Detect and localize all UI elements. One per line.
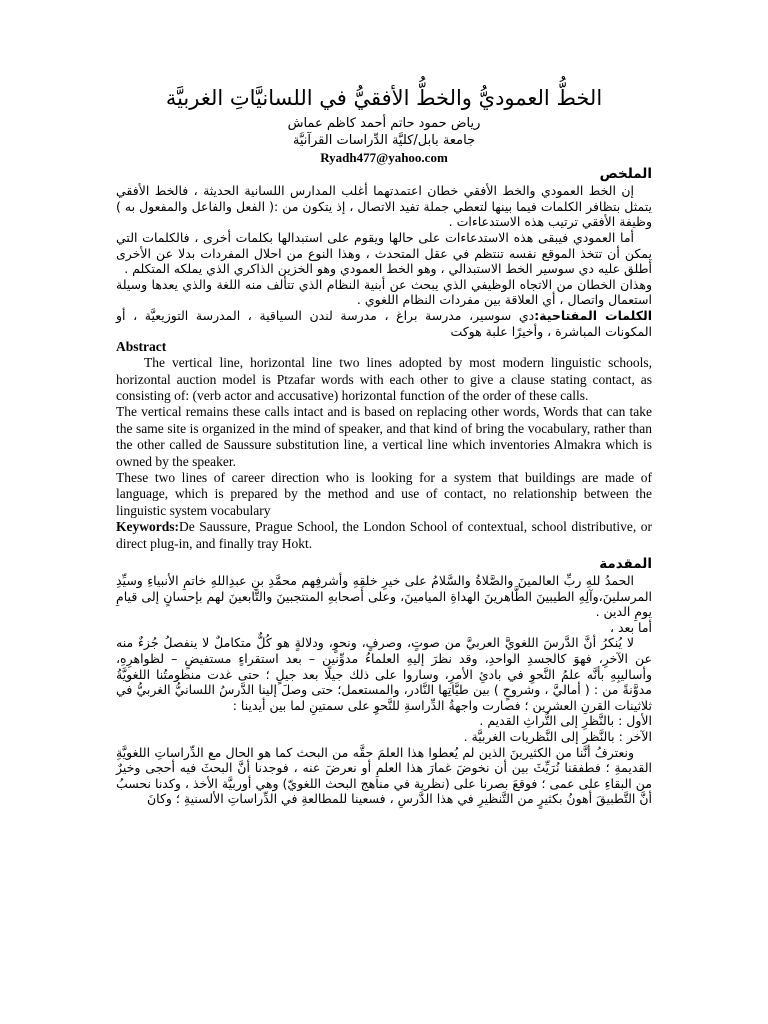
author-names: رياض حمود حاتم أحمد كاظم عماش (287, 116, 481, 132)
introduction-list-item: الأول : بالنَّظرِ إلى التُّراثِ القديم . (479, 713, 652, 729)
english-keywords-text: De Saussure, Prague School, the London School of contextual, school distributive, or direct plug-in, and finally tray Hokt. (116, 519, 652, 551)
author-email: Ryadh477@yahoo.com (320, 150, 448, 166)
introduction-heading: المقدمة (599, 556, 652, 572)
english-abstract-paragraph: The vertical remains these calls intact and is based on replacing other words, Words that can take the same site is organized in the mind of speaker, and that kind of bring the vocabulary, rather than the other called de Saussure substitution line, a vertical line which inventories Almakra which is owned by the speaker. (116, 404, 652, 469)
english-abstract-paragraph: The vertical line, horizontal line two lines adopted by most modern linguistic schools, horizontal auction model is Ptzafar words with each other to give a clause stating contact, as consisting of: (verb actor and accusative) horizontal function of the order of these calls. (116, 355, 652, 403)
arabic-keywords-text: دي سوسير، مدرسة براغ ، مدرسة لندن السياقية ، المدرسة التوزيعيَّة ، أو المكونات المباشرة ، وأخيرًا علبة هوكت (116, 307, 652, 339)
affiliation: جامعة بابل/كليَّة الدِّراسات القرآنيَّة (292, 133, 476, 149)
introduction-paragraph: أما بعد ، (609, 619, 652, 635)
document-page (116, 86, 652, 807)
arabic-abstract-paragraph: وهذان الخطان من الاتجاه الوظيفي الذي يبحث عن أبنية النظام الذي تتألف منه اللغة والذي يعدها وسيلة استعمال واتصال ، أي العلاقة بين مفردات النظام اللغوي . (116, 276, 652, 308)
arabic-abstract-paragraph: إن الخط العمودي والخط الأفقي خطان اعتمدتهما أغلب المدارس اللسانية الحديثة ، فالخط الأفقي يتمثل بتظافر الكلمات فيما بينها لتعطي جملة تفيد الاتصال ، إذ يتكون من :( الفعل والفاعل والمفعول به ) وظيفة الأفقي ترتيب هذه الاستدعاءات . (116, 183, 652, 230)
english-keywords-label: Keywords: (116, 519, 179, 535)
arabic-abstract-paragraph: أما العمودي فيبقى هذه الاستدعاءات على حالها ويقوم على استبدالها بكلمات أخرى ، فالكلمات التي يمكن أن تتخذ الموقع نفسه تنتظم في عقل المتحدث ، وهذا النوع من احلال المفردات بدلا عن الأخرى أطلق عليه دي سوسير الخط الاستبدالي ، وهو الخط العمودي وهو الخزين الذاكري الذي يملكه المتكلم . (116, 229, 652, 277)
arabic-abstract-heading: الملخص (599, 166, 652, 183)
english-abstract-paragraph: These two lines of career direction who is looking for a system that buildings are made of language, which is prepared by the method and use of contact, no relationship between the linguistic system vocabulary (116, 469, 652, 518)
introduction-list-item: الآخر : بالنَّظر إلى النَّظريات الغربيَّة . (463, 728, 652, 744)
english-abstract-heading: Abstract (116, 339, 167, 355)
introduction-paragraph: ونعترفُ أنَّنا من الكثيرينَ الذين لم يُعطوا هذا العلمَ حقَّه من البحث كما هو الحال مع الدِّراساتِ اللغويَّةِ القديمةِ ؛ فطفقنا نُرَيِّثَ بين أن نخوضَ غمارَ هذا العلمِ أو نعرضَ عنه ، فوجدنا أنَّ البحثَ فيه أحجى وخيرٌ من البقاءِ على عمى ؛ فوقعَ بصرنا على (نظرية في مناهج البحث اللغويّ) وهي أوربيَّة الأخذ ، وكدنا نحسبُ أنَّ التَّطبيقَ أهونُ بكثيرٍ من التَّنظيرِ في هذا الدَّرسِ ، فسعينا للمطالعةِ في الدِّراساتِ الألسنيةِ ؛ وكانَ (116, 744, 652, 807)
introduction-paragraph: الحمدُ للهِ ربِّ العالمينَ والصَّلاةُ والسَّلامُ على خيرِ خلقِهِ وأشرفِهم محمَّدِ بنِ عبدِاللهِ خاتمِ الأنبياءِ وسيِّدِ المرسلينَ،وآلِهِ الطيبينَ الطَّاهرينَ الهداةِ الميامينَ، وعلى أصحابهِ المنتجبينَ والتَّابعينَ لهم بإحسانٍ إلى قيامِ يومِ الدين . (116, 573, 652, 620)
arabic-keywords-label: الكلمات المفتاحية: (534, 307, 652, 323)
introduction-paragraph: لا يُنكرُ أنَّ الدَّرسَ اللغويَّ العربيَّ من صوتٍ، وصرفٍ، ونحوٍ، ودلالةٍ هو كُلٌّ متكاملٌ لا ينفصلُ جُزءٌ منه عن الآخرِ، فهوَ كالجسدِ الواحدِ، وقد نظرَ إليهِ العلماءُ مدوِّنين – بعد استقراءٍ مستفيضٍ – لظواهرِهِ، وأساليبِهِ بأنَّه علمُ النَّحوِ في بادئِ الأمرِ، وساروا على ذلك جيلًا بعد جيلٍ ؛ حتى غدت منظومتُنا اللغويَّةُ مدوَّنةً من : ( أماليَّ ، وشروحٍ ) بين طيَّاتِها النَّادر، والمستعمل؛ حتى وصلَ إلينا الدَّرسُ اللسانيُّ الغربيُّ في ثلاثينات القرنِ العشرين ؛ فصارت واجهةُ الدِّراسةِ للنَّحوِ على سمتينِ لما بين أيدينا : (116, 635, 652, 713)
arabic-keywords (116, 308, 652, 339)
english-keywords (116, 519, 652, 552)
paper-title: الخطُّ العموديُّ والخطُّ الأفقيُّ في اللسانيَّاتِ الغربيَّة (165, 86, 603, 110)
